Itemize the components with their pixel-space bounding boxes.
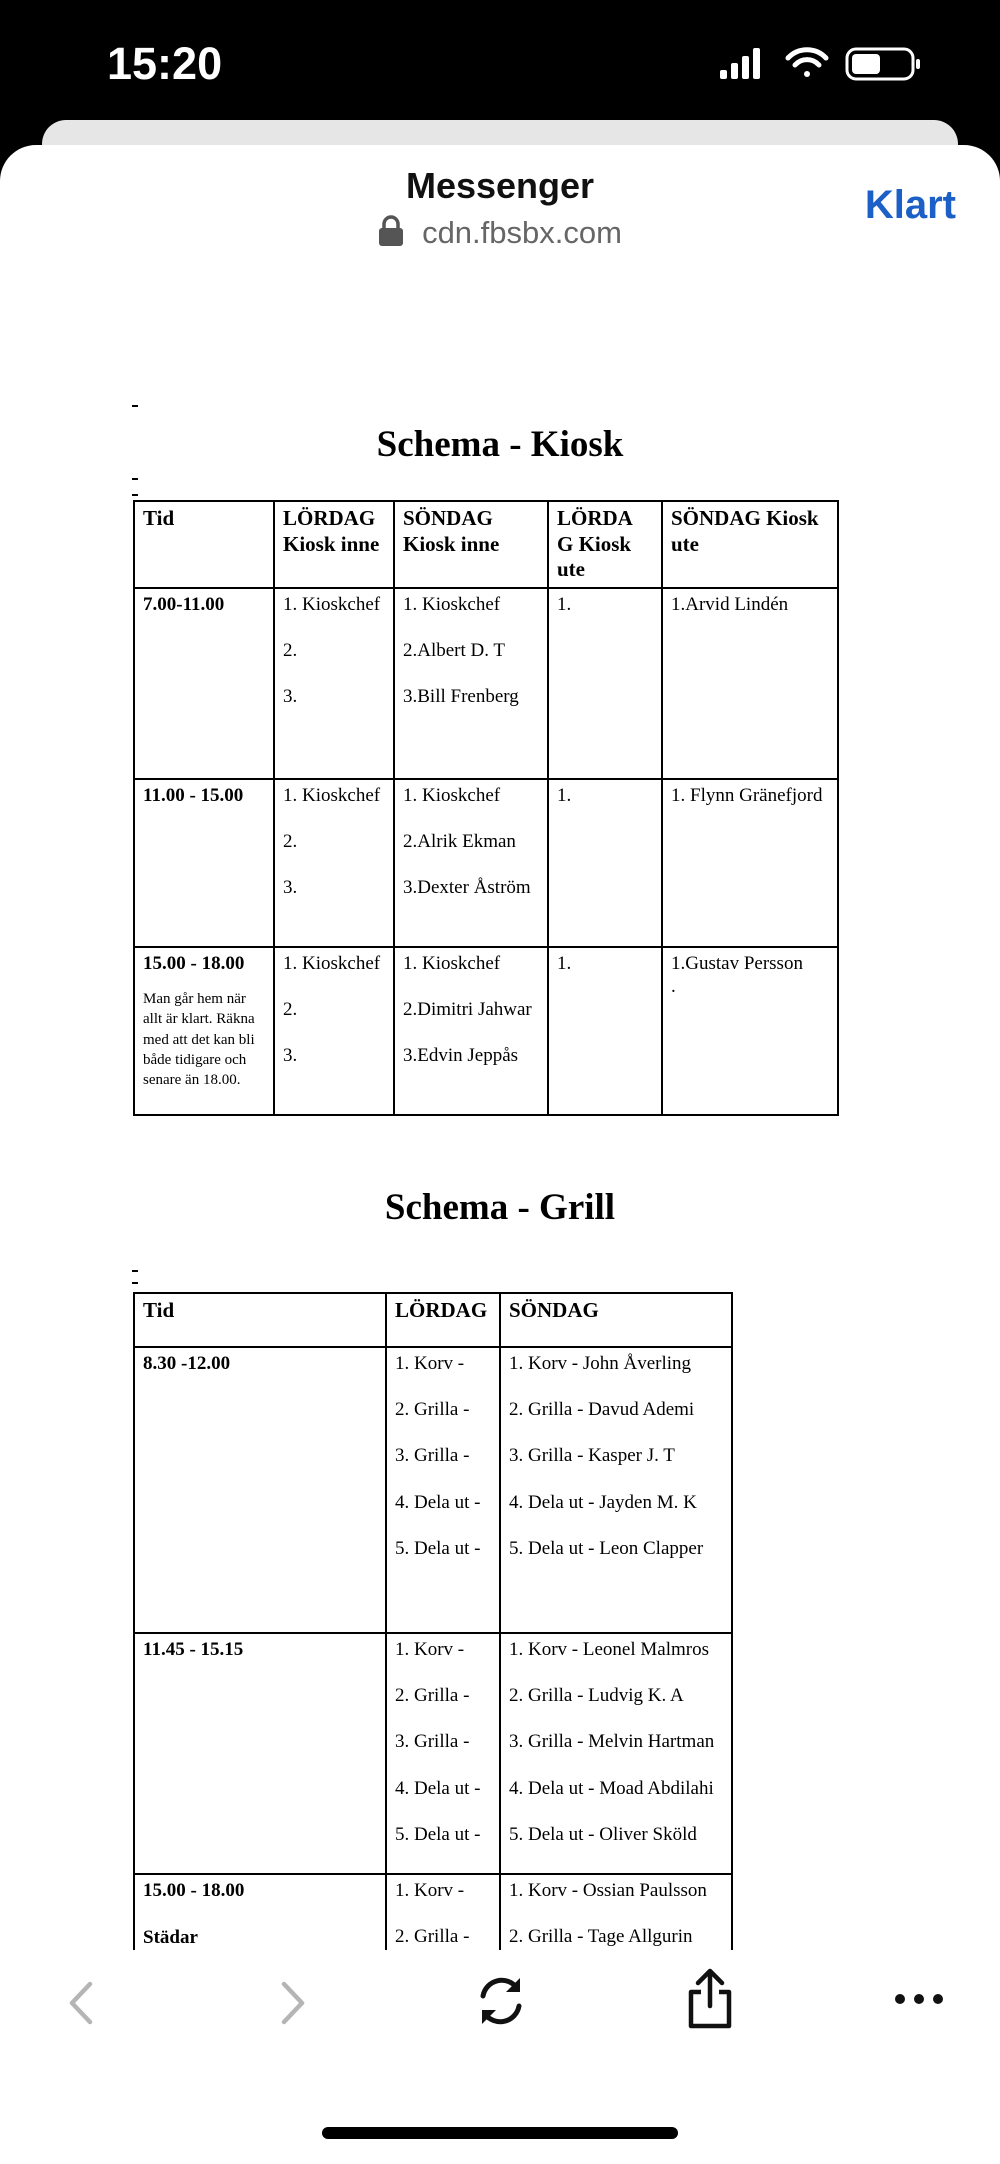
slot: 1.	[557, 952, 572, 974]
slot: 1. Kioskchef	[283, 952, 381, 974]
slot: 2.Albert D. T	[403, 640, 506, 661]
stray-mark	[132, 494, 138, 496]
table-row	[134, 1347, 732, 1633]
slot: .	[671, 976, 676, 997]
time-label: 15.00 - 18.00	[143, 952, 245, 974]
slot: 4. Dela ut -	[395, 1491, 481, 1513]
url-text: cdn.fbsbx.com	[422, 215, 622, 250]
header-cell: LÖRDAG	[386, 1293, 500, 1347]
sheet-url	[0, 215, 1000, 255]
time-cell	[134, 588, 274, 779]
slot: 1. Kioskchef	[403, 784, 501, 806]
chevron-left-icon	[64, 1978, 98, 2028]
slot: 1. Korv -	[395, 1639, 465, 1660]
chevron-right-icon	[276, 1978, 310, 2028]
slot: 4. Dela ut - Jayden M. K	[509, 1491, 697, 1513]
slot: 1. Korv - John Åverling	[509, 1353, 692, 1374]
slot: 2. Grilla - Ludvig K. A	[509, 1685, 684, 1707]
slot: 3.Bill Frenberg	[403, 686, 519, 708]
slot: 1.	[557, 784, 572, 806]
wifi-icon	[788, 50, 826, 77]
slot: 1. Kioskchef	[403, 593, 501, 615]
forward-button[interactable]	[276, 1978, 310, 2033]
slot: 1. Korv -	[395, 1879, 465, 1901]
stray-mark	[132, 405, 138, 407]
cell	[500, 1347, 732, 1633]
kiosk-title: Schema - Kiosk	[376, 424, 624, 465]
slot: 1. Korv -	[395, 1353, 465, 1374]
cell	[548, 947, 662, 1115]
stray-mark	[132, 478, 138, 480]
slot: 2.	[283, 831, 298, 852]
slot: 3.	[283, 686, 298, 708]
slot: 1.Gustav Persson	[671, 952, 803, 974]
table-row	[134, 947, 838, 1115]
note-text: Man går hem när allt är klart. Räkna med att det kan bli både tidigare och senare än 18.00.	[143, 991, 255, 1088]
back-button[interactable]	[64, 1978, 98, 2033]
cell	[274, 588, 394, 779]
time-label: 11.45 - 15.15	[143, 1639, 244, 1660]
slot: 3.Edvin Jeppås	[403, 1045, 519, 1067]
cellular-signal-icon	[720, 48, 760, 79]
status-bar	[0, 0, 1000, 140]
slot: 2.Alrik Ekman	[403, 831, 516, 852]
cell	[394, 779, 548, 947]
table-row	[134, 1633, 732, 1874]
slot: 2. Grilla -	[395, 1926, 470, 1948]
header-cell: Tid	[134, 1293, 386, 1347]
time-label: 15.00 - 18.00	[143, 1879, 245, 1901]
cell	[386, 1633, 500, 1874]
slot: 4. Dela ut - Moad Abdilahi	[509, 1777, 714, 1799]
more-icon	[894, 1992, 944, 2006]
battery-icon	[847, 49, 920, 79]
kiosk-table	[133, 500, 839, 1116]
time-label: 7.00-11.00	[143, 593, 225, 615]
table-row	[134, 779, 838, 947]
cell	[662, 947, 838, 1115]
sheet-header	[0, 145, 1000, 270]
slot: 3. Grilla - Melvin Hartman	[509, 1731, 715, 1753]
cell	[548, 588, 662, 779]
browser-sheet	[0, 145, 1000, 2164]
slot: 2.	[283, 999, 298, 1020]
slot: 2. Grilla - Davud Ademi	[509, 1399, 695, 1421]
share-icon	[686, 1968, 734, 2030]
slot: 1. Kioskchef	[283, 784, 381, 806]
slot: 5. Dela ut -	[395, 1823, 481, 1845]
status-icons	[720, 44, 940, 89]
time-cell	[134, 1347, 386, 1633]
slot: 1. Korv - Ossian Paulsson	[509, 1879, 707, 1901]
slot: 3.	[283, 877, 298, 899]
slot: 3. Grilla -	[395, 1445, 470, 1467]
sheet-title: Messenger	[405, 165, 595, 206]
header-cell: Tid	[134, 501, 274, 588]
slot: 1.	[557, 593, 572, 615]
lock-icon	[378, 215, 404, 255]
slot: 2. Grilla - Tage Allgurin	[509, 1926, 693, 1948]
slot: 3.	[283, 1045, 298, 1067]
cell	[662, 779, 838, 947]
cell	[548, 779, 662, 947]
slot: 5. Dela ut - Oliver Sköld	[509, 1823, 697, 1845]
slot: 5. Dela ut -	[395, 1537, 481, 1559]
table-row	[134, 588, 838, 779]
slot: 2.Dimitri Jahwar	[403, 999, 532, 1020]
grill-title: Schema - Grill	[384, 1187, 616, 1228]
header-cell: LÖRDAG Kiosk inne	[274, 501, 394, 588]
cell	[662, 588, 838, 779]
slot: 3.Dexter Åström	[403, 877, 531, 899]
reload-icon	[474, 1974, 528, 2028]
slot: 1.Arvid Lindén	[671, 593, 789, 615]
pdf-document	[0, 270, 1000, 1960]
header-cell: SÖNDAG	[500, 1293, 732, 1347]
time-cell	[134, 947, 274, 1115]
slot: 2.	[283, 640, 298, 661]
stray-mark	[132, 1282, 138, 1284]
more-button[interactable]	[894, 1992, 944, 2011]
slot: 5. Dela ut - Leon Clapper	[509, 1537, 704, 1559]
reload-button[interactable]	[474, 1974, 528, 2033]
cell	[394, 947, 548, 1115]
cell	[394, 588, 548, 779]
cell	[386, 1347, 500, 1633]
done-button[interactable]: Klart	[864, 183, 956, 227]
header-cell: SÖNDAG Kiosk ute	[662, 501, 838, 588]
header-cell: LÖRDA G Kiosk ute	[548, 501, 662, 588]
cell	[500, 1633, 732, 1874]
slot: 1. Korv - Leonel Malmros	[509, 1639, 709, 1660]
time-label: 8.30 -12.00	[143, 1353, 231, 1374]
slot: 3. Grilla - Kasper J. T	[509, 1445, 675, 1467]
time-label: 11.00 - 15.00	[143, 784, 244, 806]
slot: 1. Flynn Gränefjord	[671, 784, 823, 806]
status-time: 15:20	[107, 38, 223, 89]
cell	[274, 947, 394, 1115]
slot: 4. Dela ut -	[395, 1777, 481, 1799]
home-indicator	[322, 2127, 678, 2139]
slot: 2. Grilla -	[395, 1399, 470, 1421]
header-cell: SÖNDAG Kiosk inne	[394, 501, 548, 588]
stray-mark	[132, 1270, 138, 1272]
extra-label: Städar	[143, 1927, 198, 1949]
table-header-row	[134, 501, 838, 588]
share-button[interactable]	[686, 1968, 734, 2035]
cell	[274, 779, 394, 947]
slot: 1. Kioskchef	[283, 593, 381, 615]
slot: 1. Kioskchef	[403, 952, 501, 974]
slot: 3. Grilla -	[395, 1731, 470, 1753]
time-cell	[134, 1633, 386, 1874]
slot: 2. Grilla -	[395, 1685, 470, 1707]
time-cell	[134, 779, 274, 947]
table-header-row	[134, 1293, 732, 1347]
